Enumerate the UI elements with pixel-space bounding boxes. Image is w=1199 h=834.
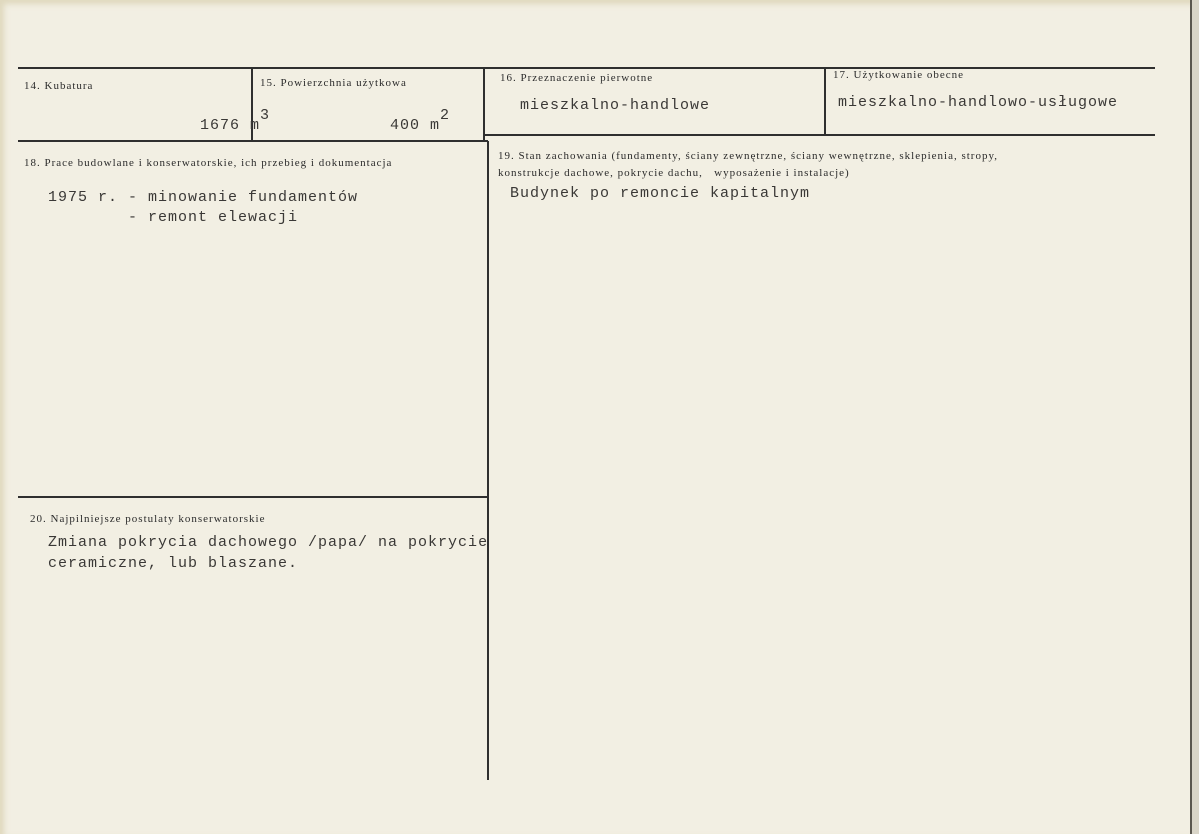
- field-18-line-2: - remont elewacji: [128, 209, 299, 226]
- field-17-value: mieszkalno-handlowo-usługowe: [838, 94, 1119, 111]
- field-19-stan-zachowania: [488, 141, 1155, 780]
- field-17-uzytkowanie: [825, 68, 1155, 135]
- field-19-label-line-1: 19. Stan zachowania (fundamenty, ściany zewnętrzne, ściany wewnętrzne, sklepienia, stropy,: [498, 150, 999, 162]
- card-edge: [1190, 0, 1192, 834]
- field-14-unit-exponent: 3: [260, 107, 270, 124]
- field-14-label: 14. Kubatura: [24, 80, 94, 92]
- card-outside-margin: [1192, 0, 1199, 834]
- field-15-powierzchnia: [252, 68, 484, 141]
- field-15-unit-exponent: 2: [440, 107, 450, 124]
- field-20-line-2: ceramiczne, lub blaszane.: [48, 555, 299, 572]
- field-19-label-line-2: konstrukcje dachowe, pokrycie dachu, wyposażenie i instalacje): [498, 167, 850, 179]
- field-16-label: 16. Przeznaczenie pierwotne: [500, 72, 654, 84]
- field-20-line-1: Zmiana pokrycia dachowego /papa/ na pokrycie: [48, 534, 489, 551]
- field-16-przeznaczenie: [484, 68, 825, 135]
- field-18-prace-budowlane: [18, 141, 488, 497]
- field-18-line-1: 1975 r. - minowanie fundamentów: [48, 189, 359, 206]
- field-18-label: 18. Prace budowlane i konserwatorskie, ich przebieg i dokumentacja: [24, 157, 393, 169]
- field-15-label: 15. Powierzchnia użytkowa: [260, 77, 407, 89]
- field-14-kubatura: [18, 68, 270, 141]
- field-19-value: Budynek po remoncie kapitalnym: [510, 185, 811, 202]
- field-20-label: 20. Najpilniejsze postulaty konserwatorskie: [30, 513, 266, 525]
- field-20-postulaty: [18, 497, 488, 780]
- field-14-value-text: 1676 m: [200, 117, 261, 134]
- field-16-value: mieszkalno-handlowe: [520, 97, 711, 114]
- field-17-label: 17. Użytkowanie obecne: [833, 69, 965, 81]
- field-15-value-text: 400 m: [390, 117, 441, 134]
